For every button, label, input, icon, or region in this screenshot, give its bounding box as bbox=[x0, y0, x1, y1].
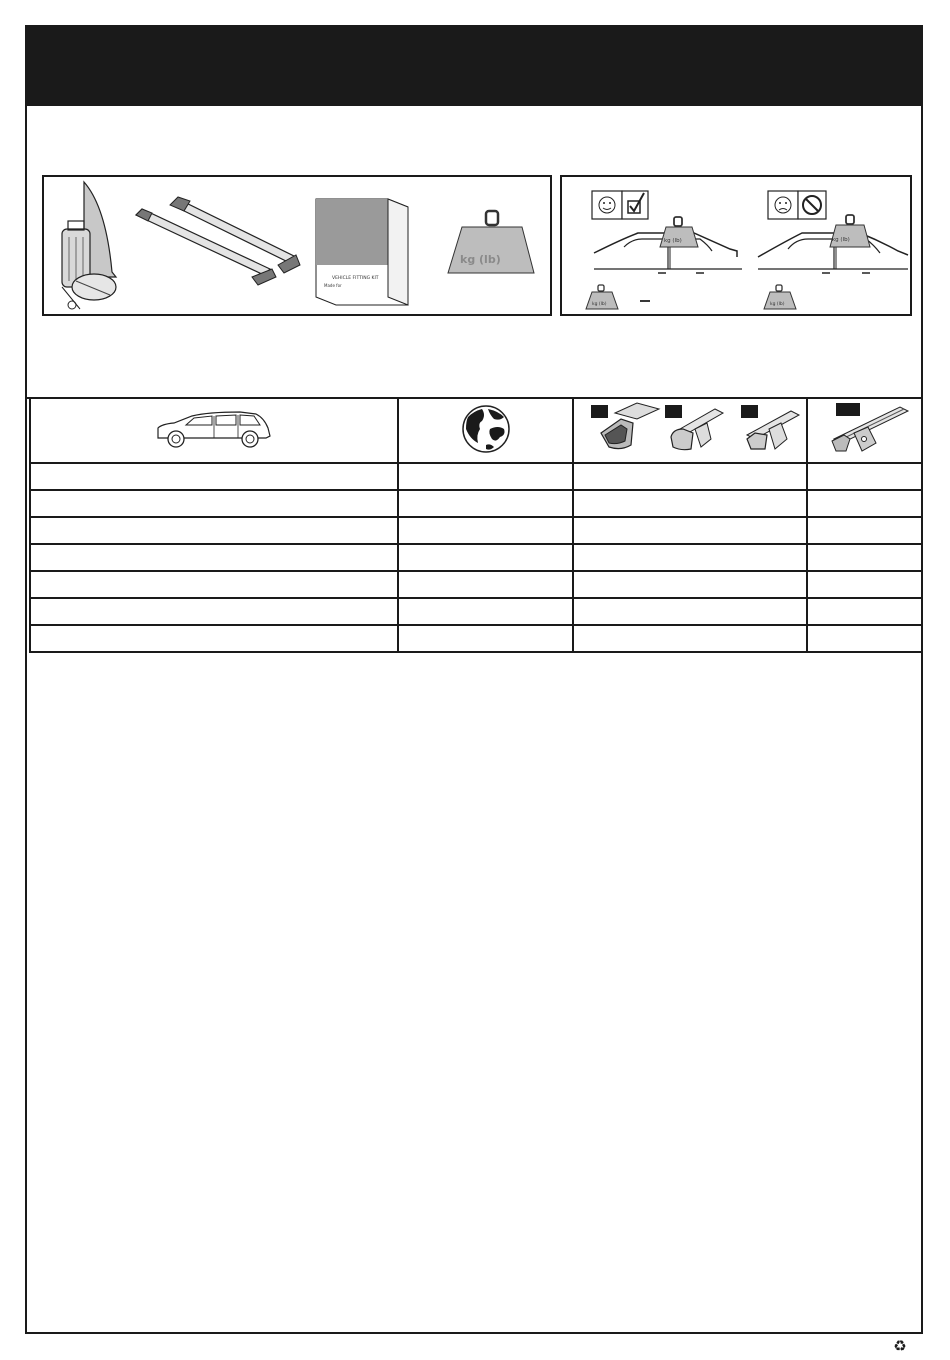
table-row bbox=[30, 625, 922, 652]
table-cell bbox=[807, 490, 922, 517]
table-cell bbox=[573, 598, 807, 625]
foot-type-3 bbox=[741, 405, 799, 449]
not-recommended-load bbox=[758, 191, 908, 309]
svg-text:kg (lb): kg (lb) bbox=[832, 237, 850, 243]
globe-icon bbox=[460, 403, 512, 455]
foot-type-1 bbox=[591, 403, 659, 449]
table-cell bbox=[30, 571, 398, 598]
table-cell bbox=[807, 517, 922, 544]
roof-bars-icon bbox=[136, 197, 300, 285]
table-row bbox=[30, 571, 922, 598]
table-cell bbox=[398, 544, 573, 571]
fitting-table bbox=[29, 397, 923, 653]
table-row bbox=[30, 463, 922, 490]
table-cell bbox=[398, 463, 573, 490]
table-cell bbox=[30, 463, 398, 490]
vehicle-column-header bbox=[30, 398, 398, 463]
table-row bbox=[30, 490, 922, 517]
roof-rail-bar-icon bbox=[810, 399, 920, 459]
car-icon bbox=[152, 408, 276, 450]
foot-type-2 bbox=[665, 405, 723, 450]
table-cell bbox=[30, 517, 398, 544]
foot-types-illustration bbox=[575, 399, 805, 459]
table-cell bbox=[573, 571, 807, 598]
svg-text:kg (lb): kg (lb) bbox=[770, 302, 785, 307]
table-cell bbox=[573, 463, 807, 490]
table-cell bbox=[30, 490, 398, 517]
table-cell bbox=[573, 544, 807, 571]
recommended-load bbox=[586, 191, 742, 309]
weight-icon bbox=[448, 211, 534, 273]
fitting-kit-box-icon bbox=[316, 199, 408, 305]
load-warning-illustration bbox=[562, 177, 910, 314]
table-row bbox=[30, 598, 922, 625]
bar-type-column-header bbox=[807, 398, 922, 463]
table-cell bbox=[807, 544, 922, 571]
table-cell bbox=[573, 517, 807, 544]
table-cell bbox=[807, 625, 922, 652]
header-band bbox=[27, 27, 921, 106]
table-row bbox=[30, 544, 922, 571]
product-illustration bbox=[44, 177, 550, 314]
luggage-icon bbox=[62, 182, 116, 309]
table-cell bbox=[573, 490, 807, 517]
table-cell bbox=[398, 598, 573, 625]
foot-types-column-header bbox=[573, 398, 807, 463]
table-cell bbox=[398, 490, 573, 517]
load-warning-box bbox=[560, 175, 912, 316]
table-cell bbox=[807, 463, 922, 490]
table-cell bbox=[807, 571, 922, 598]
table-cell bbox=[807, 598, 922, 625]
page-frame bbox=[25, 25, 923, 1334]
table-cell bbox=[573, 625, 807, 652]
table-cell bbox=[30, 625, 398, 652]
table-header-row bbox=[30, 398, 922, 463]
svg-text:VEHICLE FITTING KIT: VEHICLE FITTING KIT bbox=[332, 276, 379, 281]
table-cell bbox=[30, 544, 398, 571]
product-illustration-box bbox=[42, 175, 552, 316]
table-cell bbox=[398, 571, 573, 598]
table-cell bbox=[398, 517, 573, 544]
svg-text:kg (lb): kg (lb) bbox=[592, 302, 607, 307]
table-cell bbox=[398, 625, 573, 652]
region-column-header bbox=[398, 398, 573, 463]
table-cell bbox=[30, 598, 398, 625]
svg-text:kg (lb): kg (lb) bbox=[664, 238, 682, 244]
svg-text:Made for: Made for bbox=[324, 283, 342, 288]
table-row bbox=[30, 517, 922, 544]
svg-text:kg (lb): kg (lb) bbox=[460, 253, 501, 266]
recycle-icon: ♻ bbox=[893, 1337, 907, 1355]
